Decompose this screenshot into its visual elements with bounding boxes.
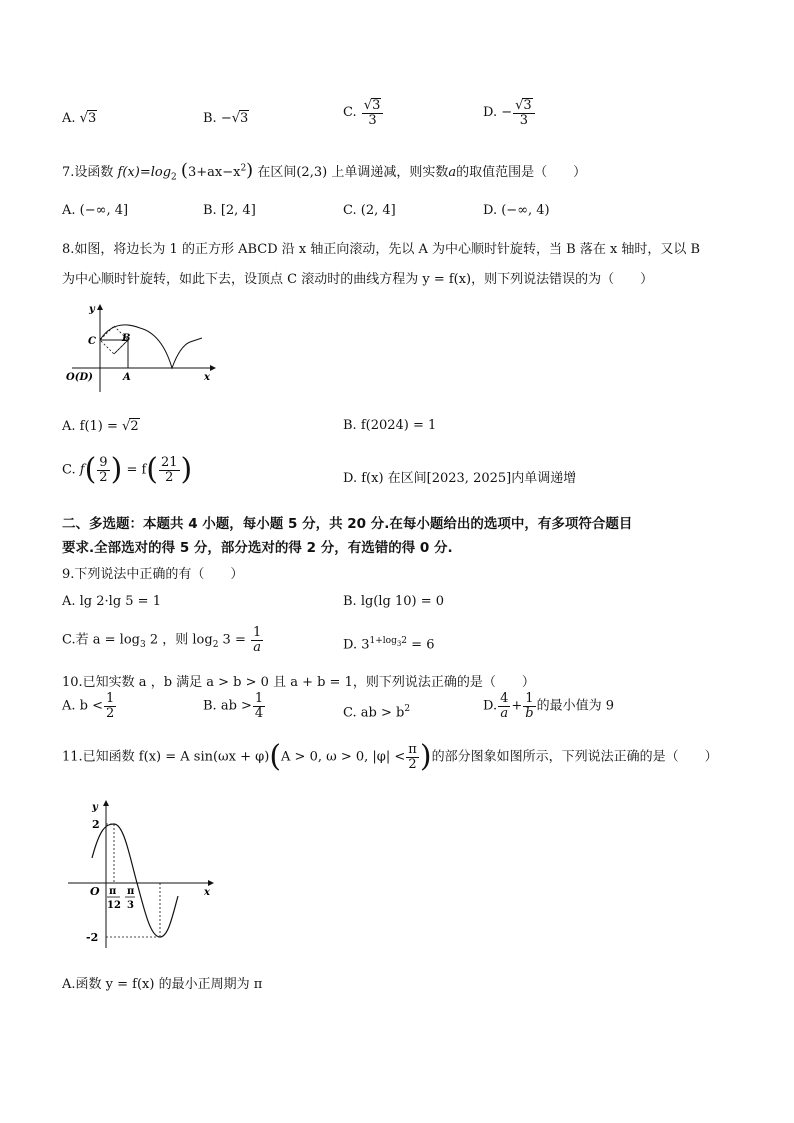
q11-figure: [62, 798, 222, 958]
q11-option-a: A.函数 y = f(x) 的最小正周期为 π: [62, 977, 263, 992]
q11-fig-t2-num: π: [127, 886, 135, 897]
q9-option-d: D. $3^{1+log_32} = 6$: [343, 636, 435, 653]
section2-heading-line1: 二、多选题：本题共 4 小题，每小题 5 分，共 20 分.在每小题给出的选项中，有多项符合题目: [62, 516, 633, 532]
q8-fig-x: x: [204, 372, 210, 383]
q6-option-a: A. √3: [62, 111, 97, 126]
q8-fig-y: y: [89, 304, 95, 315]
q8-fig-od: O(D): [66, 372, 93, 383]
q7-option-c: C. (2, 4]: [343, 203, 396, 218]
q8-figure: [62, 300, 222, 400]
q9-option-b: B. lg(lg 10) = 0: [343, 594, 445, 609]
q7-stem: 7.设函数 $f(x)=\log_2$ $(3+ax-x^2)$ 在区间(2,3) 上单调递减，则实数a的取值范围是（ ）: [62, 160, 587, 183]
q8-stem-line1: 8.如图，将边长为 1 的正方形 ABCD 沿 x 轴正向滚动，先以 A 为中心顺时针旋转，当 B 落在 x 轴时，又以 B: [62, 242, 701, 257]
section2-heading-line2: 要求.全部选对的得 5 分，部分选对的得 2 分，有选错的得 0 分.: [62, 540, 453, 556]
q11-fig-t1-num: π: [109, 886, 117, 897]
sqrt-3: 3: [87, 111, 97, 126]
q8-option-c: C. f( $\frac{9}{2}$ ) = f( $\frac{21}{2}$ ): [62, 452, 193, 487]
q11-fig-top: 2: [92, 818, 100, 831]
q6-option-d: D. − $\frac{√3}{3}$: [483, 98, 536, 127]
q11-fig-o: O: [90, 885, 100, 898]
q11-fig-t2-den: 3: [127, 900, 134, 911]
q9-option-a: A. lg 2·lg 5 = 1: [62, 594, 161, 609]
q8-fig-b: B: [122, 333, 131, 344]
fraction: $\frac{√3}{3}$: [513, 98, 535, 127]
q11-stem: 11.已知函数 f(x) = A sin(ωx + φ)(A > 0, ω > 0, |φ| < $\frac{\pi}{2}$ )的部分图象如图所示，下列说法正确的是（ ）: [62, 739, 718, 774]
q8-option-b: B. f(2024) = 1: [343, 418, 437, 433]
q7-option-b: B. [2, 4]: [203, 203, 256, 218]
q7-option-d: D. (−∞, 4): [483, 203, 550, 218]
q11-fig-bot: -2: [86, 931, 99, 944]
q8-option-a: A. f(1) = √2: [62, 419, 139, 434]
q8-stem-line2: 为中心顺时针旋转，如此下去，设顶点 C 滚动时的曲线方程为 y = f(x)，则下列说法错误的为（ ）: [62, 272, 654, 287]
q6-option-b: B. −√3: [203, 111, 249, 126]
q8-fig-c: C: [88, 336, 96, 347]
q10-option-a: A. b < $\frac{1}{2}$: [62, 691, 115, 721]
q11-fig-t1-den: 12: [107, 900, 121, 911]
q8-option-d: D. f(x) 在区间[2023, 2025]内单调递增: [343, 471, 577, 486]
q11-fig-y: y: [92, 802, 98, 813]
fraction: $\frac{√3}{3}$: [362, 98, 384, 127]
q10-option-d: D. $\frac{4}{a}$ + $\frac{1}{b}$ 的最小值为 9: [483, 691, 615, 721]
q9-stem: 9.下列说法中正确的有（ ）: [62, 567, 244, 582]
q11-fig-x: x: [204, 887, 210, 898]
q6-option-c: C. $\frac{√3}{3}$: [343, 98, 384, 127]
q10-option-b: B. ab > $\frac{1}{4}$: [203, 691, 264, 721]
q8-fig-a: A: [123, 372, 131, 383]
q7-option-a: A. (−∞, 4]: [62, 203, 129, 218]
q9-option-c: C.若 $a = \log_3 2$ ，则 $\log_2 3$ = $\frac{1}{a}$: [62, 625, 262, 655]
q10-option-c: C. ab > $b^2$: [343, 704, 411, 721]
q10-stem: 10.已知实数 a ，b 满足 a > b > 0 且 a + b = 1，则下列说法正确的是（ ）: [62, 675, 535, 690]
